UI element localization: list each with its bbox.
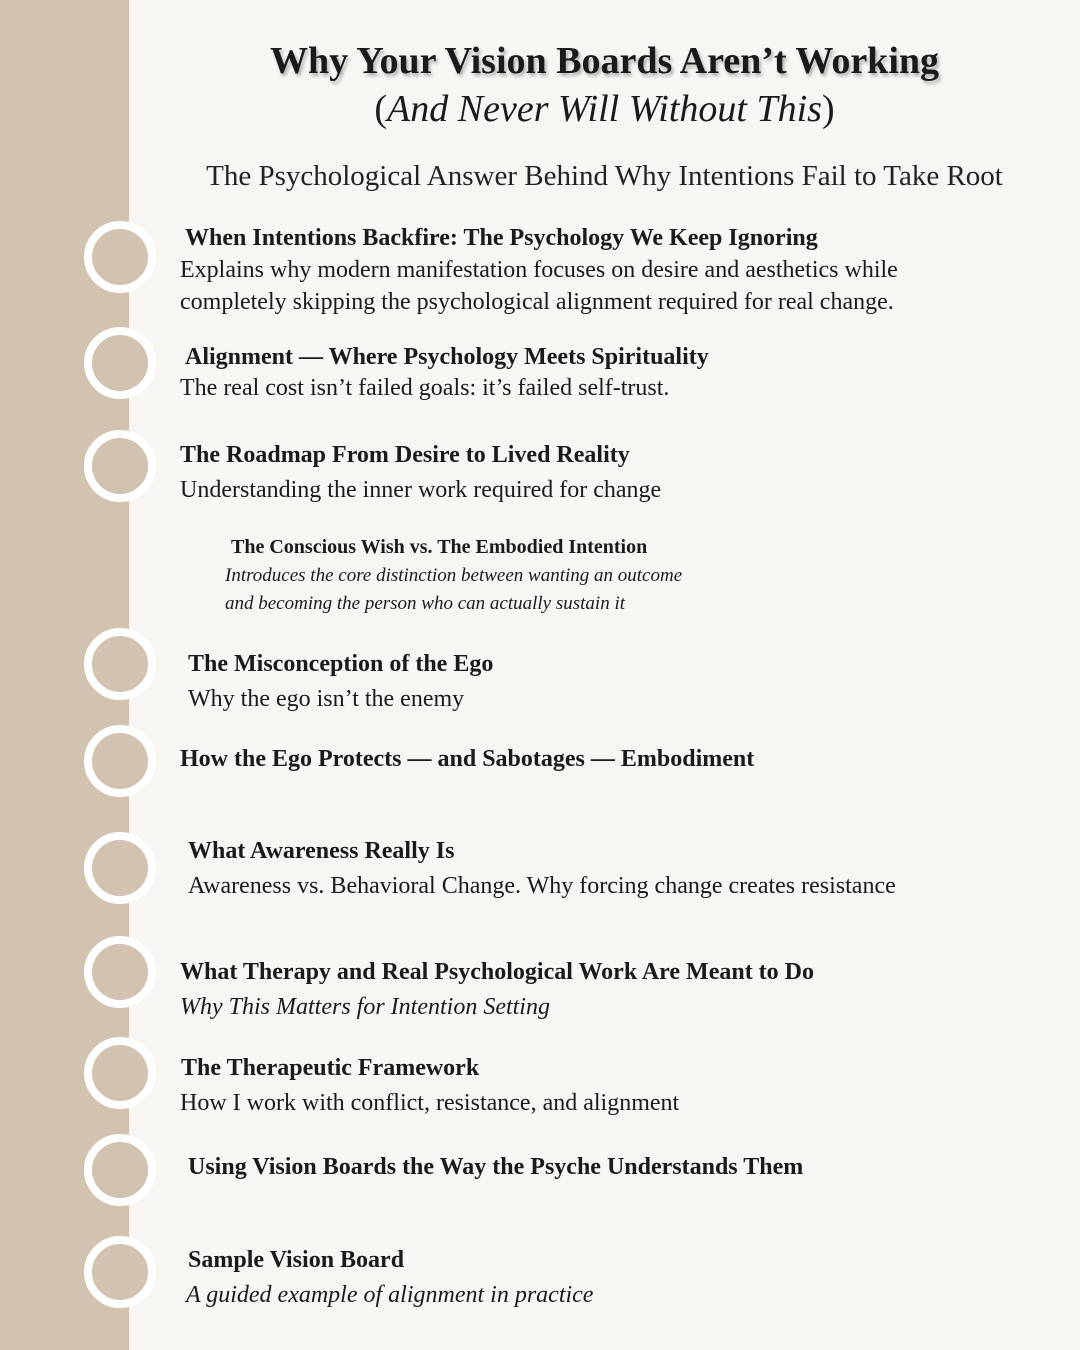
em-dash: —: [590, 746, 615, 772]
section-roadmap: [180, 440, 661, 506]
section-intentions-backfire: [185, 223, 818, 253]
section-heading: The Misconception of the Ego: [188, 651, 494, 677]
section-heading: The Conscious Wish vs. The Embodied Intention: [231, 536, 648, 558]
page-subtitle: (And Never Will Without This): [374, 88, 835, 130]
section-description: Explains why modern manifestation focuses on desire and aesthetics while: [180, 257, 898, 283]
binder-ring: [84, 832, 156, 904]
binder-ring: [84, 1236, 156, 1308]
section-description: Why This Matters for Intention Setting: [180, 994, 550, 1020]
title-block: [129, 38, 1080, 132]
section-heading: How the Ego Protects — and Sabotages — Embodiment: [180, 746, 755, 772]
em-dash: —: [299, 344, 323, 370]
section-heading: The Roadmap From Desire to Lived Reality: [180, 442, 630, 468]
section-intentions-backfire-desc: [180, 254, 898, 318]
section-description: A guided example of alignment in practice: [186, 1282, 594, 1308]
binder-ring: [84, 1037, 156, 1109]
section-alignment: [180, 342, 709, 404]
section-heading: What Awareness Really Is: [188, 838, 455, 864]
section-description: Understanding the inner work required for change: [180, 477, 662, 503]
binder-ring: [84, 327, 156, 399]
section-conscious-wish-desc: [225, 562, 682, 618]
section-description: Why the ego isn’t the enemy: [188, 686, 465, 712]
section-ego-protects: [180, 744, 754, 774]
section-heading: The Therapeutic Framework: [181, 1055, 480, 1081]
em-dash: —: [407, 746, 432, 772]
binder-ring: [84, 936, 156, 1008]
binder-ring: [84, 221, 156, 293]
section-description: completely skipping the psychological alignment required for real change.: [180, 289, 894, 315]
section-awareness: [188, 836, 896, 902]
section-therapy: [180, 957, 814, 1023]
section-vision-boards-psyche: [188, 1152, 803, 1182]
tagline: The Psychological Answer Behind Why Intentions Fail to Take Root: [206, 160, 1003, 192]
section-ego-misconception: [188, 649, 493, 715]
binder-ring: [84, 1134, 156, 1206]
section-description: Awareness vs. Behavioral Change. Why forcing change creates resistance: [188, 873, 896, 899]
section-heading: Alignment — Where Psychology Meets Spirituality: [185, 344, 709, 370]
binder-ring: [84, 725, 156, 797]
binder-ring: [84, 430, 156, 502]
section-heading: What Therapy and Real Psychological Work Are Meant to Do: [180, 959, 815, 985]
section-description: and becoming the person who can actually sustain it: [225, 593, 626, 614]
section-framework: [181, 1053, 679, 1119]
page-title: Why Your Vision Boards Aren’t Working: [269, 40, 940, 82]
section-sample-board: [188, 1245, 593, 1311]
section-conscious-wish: [231, 534, 647, 560]
section-heading: When Intentions Backfire: The Psychology We Keep Ignoring: [185, 225, 818, 251]
section-heading: Sample Vision Board: [188, 1247, 405, 1273]
section-heading: Using Vision Boards the Way the Psyche Understands Them: [188, 1154, 804, 1180]
section-description: How I work with conflict, resistance, and alignment: [180, 1090, 680, 1116]
section-description: The real cost isn’t failed goals: it’s failed self-trust.: [180, 375, 670, 401]
section-description: Introduces the core distinction between wanting an outcome: [225, 565, 683, 586]
binder-ring: [84, 628, 156, 700]
